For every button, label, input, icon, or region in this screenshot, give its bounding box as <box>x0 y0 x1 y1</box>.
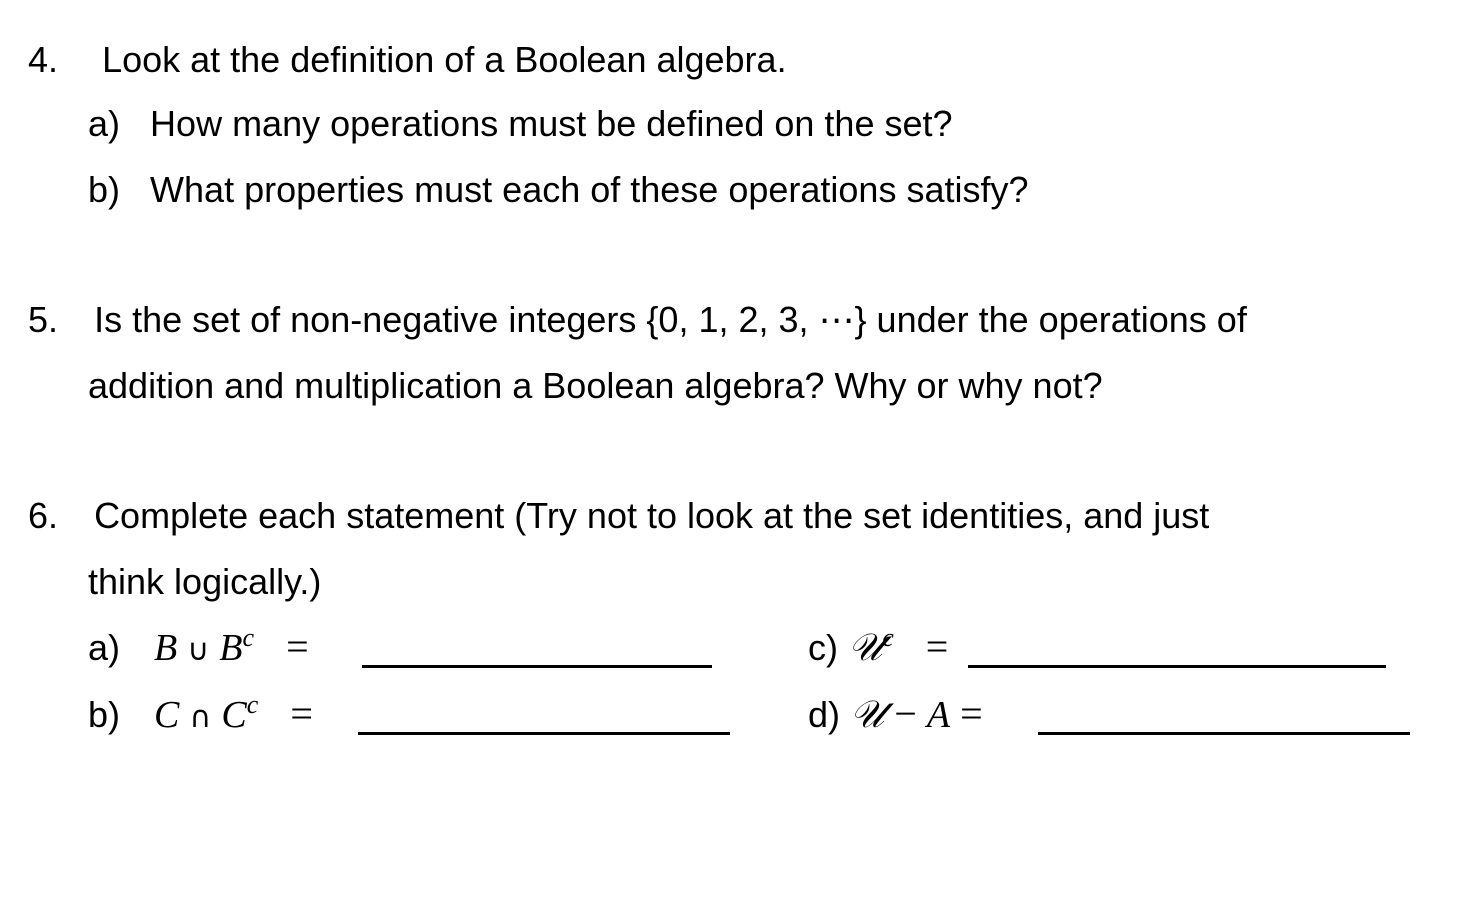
q5-text-line1: Is the set of non-negative integers {0, 1, 2, 3, ⋯} under the operations of <box>94 299 1247 340</box>
q6d-equals: = <box>960 691 983 736</box>
q6b-label: b) <box>88 694 121 735</box>
q6b-intersection-symbol: ∩ <box>189 700 212 735</box>
q4-number: 4. <box>28 39 59 80</box>
q6-line1 <box>28 494 1209 538</box>
q6b-complement: c <box>246 690 259 719</box>
q6a-answer-blank[interactable] <box>362 665 712 668</box>
q6b-statement <box>88 692 313 740</box>
q6a-equals: = <box>286 624 309 669</box>
q4b-line <box>88 168 1029 212</box>
q6c-equals: = <box>925 624 949 669</box>
q6a-statement <box>88 625 309 673</box>
q6d-rhs: A <box>926 694 951 736</box>
q6b-equals: = <box>290 691 313 736</box>
q6c-statement <box>808 625 948 670</box>
q6-line2 <box>88 560 321 604</box>
q6a-label: a) <box>88 627 121 668</box>
q6a-rhs: B <box>219 627 243 669</box>
q4a-text: How many operations must be defined on the set? <box>150 103 953 144</box>
q6d-answer-blank[interactable] <box>1038 732 1410 735</box>
q6-text-line1: Complete each statement (Try not to look at the set identities, and just <box>94 495 1210 536</box>
q6d-minus: − <box>894 691 917 736</box>
q6c-universal-set: 𝒰 <box>848 625 883 669</box>
q6d-label: d) <box>808 694 841 735</box>
q6d-universal-set: 𝒰 <box>850 692 885 736</box>
q6c-complement: c <box>882 623 894 652</box>
q5-text-line2: addition and multiplication a Boolean algebra? Why or why not? <box>88 365 1103 406</box>
q5-number: 5. <box>28 299 59 340</box>
q6a-lhs: B <box>154 627 178 669</box>
q4-line <box>28 38 787 82</box>
q6b-rhs: C <box>221 694 247 736</box>
q4b-text: What properties must each of these operations satisfy? <box>150 169 1029 210</box>
q4a-label: a) <box>88 103 121 144</box>
q6-number: 6. <box>28 495 59 536</box>
q6a-union-symbol: ∪ <box>187 633 210 668</box>
q6b-lhs: C <box>154 694 180 736</box>
q6-text-line2: think logically.) <box>88 561 322 602</box>
q6c-label: c) <box>808 627 838 668</box>
q4a-line <box>88 102 953 146</box>
q5-line2 <box>88 364 1103 408</box>
q6a-complement: c <box>242 623 255 652</box>
q6d-statement <box>808 692 983 737</box>
q4b-label: b) <box>88 169 121 210</box>
q6c-answer-blank[interactable] <box>968 665 1386 668</box>
q4-text: Look at the definition of a Boolean algebra. <box>102 39 787 80</box>
q5-line1 <box>28 298 1247 342</box>
q6b-answer-blank[interactable] <box>358 732 730 735</box>
